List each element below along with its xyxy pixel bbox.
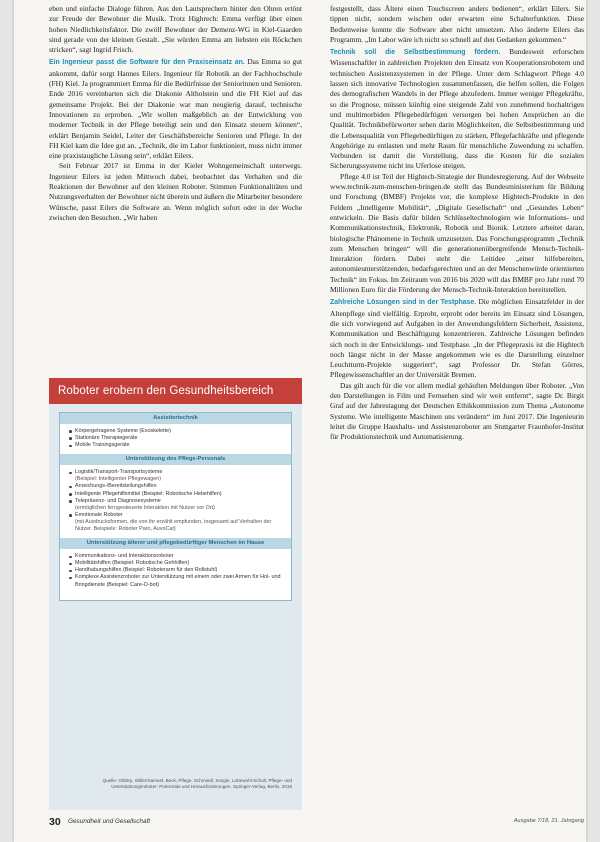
infobox-list-item [68,483,283,490]
right-paragraph-2-text: Bundesweit erforschen Wissenschaftler in zahlreichen Projekten den Einsatz von Kooperationsrobotern und technischen Assistenzsystemen in der Pflege. Unter dem Schlagwort Pflege 4.0 lassen sich innovative Technologien zusammenfassen, die helfen sollen, die Folgen des demografischen Wandels in der Pflege abzufedern. Immer weniger Pflegekräfte, so die Prognose, müssen künftig eine steigende Zahl von zunehmend hochaltrigen und multimorbiden Pflegebedürftigen versorgen bei hohen Ansprüchen an die Qualität. Technikbefürworter sehen darin Möglichkeiten, die Selbstbestimmung und die Lebensqualität von Pflegebedürftigen zu stärken, Pflegefachkräfte und pflegende Angehörige zu entlasten und mehr Raum für menschliche Zuwendung zu schaffen. Verbunden ist damit die Vorstellung, dass die Kosten für die sozialen Sicherungssysteme nicht ins Uferlose steigen. [330,47,584,171]
right-paragraph-4-text: Die möglichen Einsatzfelder in der Altenpflege sind vielfältig. Erprobt, erprobt oder bereits im Einsatz sind Lösungen, die sich vorwiegend auf Aufgaben in der Anwendungsfeldern Sicherheit, Assistenz, Kommunikation und Beschäftigung konzentrieren. Zahlreiche Lösungen befinden sich noch in der Entwicklungs- und Testphase. „In der Pflegepraxis ist die Hightech noch längst nicht in der Masse angekommen wie es die Darstellung einzelner Leuchtturm-Projekte suggeriert“, sagt Professor Dr. Stefan Görres, Pflegewissenschaftler an der Universität Bremen. [330,297,584,380]
infobox-source-credit: Quelle: Oldörp, Willer/Samuel, Beck, Pflege, Schmiedl, Sezgin, Lebewohl-Schult, Pflege- und Unterstützungsroboter: Potenziale und Herausforderungen. Springer-Verlag, Berlin, 2019 [102,778,292,790]
subheading-software: Ein Ingenieur passt die Software für den Praxiseinsatz an. [49,59,245,67]
right-column [330,4,584,442]
infobox-band-pflegebeduerftige: Unterstützung älterer und pflegebedürftiger Menschen im Hause [60,538,291,549]
infobox-item-text: Logistik/Transport-Transportsysteme [75,469,163,476]
right-paragraph-5: Das gilt auch für die vor allem medial gehäuften Meldungen über Roboter. „Von den Darstellungen in Film und Fernsehen sind wir weit entfernt“, sagte Dr. Birgit Graf auf der Jahrestagung der Deutschen Ethikkommission zum Thema „Autonome Systeme. Wie intelligente Maschinen uns verändern“ im Juni 2017. Die Ingenieurin leitet die Gruppe Haushalts- und Assistenzroboter am Stuttgarter Fraunhofer-Institut für Produktionstechnik und Automatisierung. [330,380,584,442]
infobox-title: Roboter erobern den Gesundheitsbereich [49,378,302,404]
left-paragraph-2-text: Das Emma so gut ankommt, dafür sorgt Hannes Eilers. Ingenieur für Robotik an der Fachhochschule (FH) Kiel. Ja programmiert Emma für die Bedürfnisse der Seniorinnen und Senioren. Ende 2016 vereinbarten sich die Diakonie Altholstein und die FH Kiel auf das gemeinsame Projekt. Bei der Diakonie war man neugierig darauf, technische Innovationen zu erproben. „Wir wollen maßgeblich an der Entwicklung von moderner Technik in der Pflege beteiligt sein und den Einsatz steuern können“, erklärt Benjamin Seidel, Leiter der Geschäftsbereiche Senioren und Pflege. In der FH Kiel kam die Idee gut an. „Technik, die im Labor funktioniert, muss nicht immer eine praxistaugliche Lösung sein“, erklärt Eilers. [49,57,302,161]
infobox-list-item [68,491,283,498]
subheading-selbstbestimmung: Technik soll die Selbstbestimmung fördern. [330,49,501,57]
right-paragraph-4 [330,297,584,380]
left-paragraph-2 [49,57,302,161]
robot-infobox [49,378,302,810]
infobox-item-text: Komplexe Assistenzroboter zur Unterstützung mit einem oder zwei Armen für Hol- und Bringdienste (Beispiel: Care-O-bot) [75,574,281,588]
infobox-item-text: Telepräsenz- und Diagnosesysteme [75,497,161,504]
right-paragraph-3: Pflege 4.0 ist Teil der Hightech-Strategie der Bundesregierung. Auf der Webseite www.technik-zum-menschen-bringen.de stellt das Bundesministerium für Bildung und Forschung (BMBF) Projekte vor, die komplexe Hightech-Produkte in den Feldern „Intelligente Mobilität“, „Digitale Gesellschaft“ und „Gesundes Leben“ entwickeln. Die Basis dafür bilden Schlüsseltechnologien wie Informations- und Kommunikationstechnik, Elektronik, Robotik und Bionik. Letztere arbeitet daran, biologische Phänomene in Technik umzusetzen. Das Forschungsprogramm „Technik zum Menschen bringen“ will die generationenübergreifende Mensch-Technik-Interaktion fördern. Dabei steht die Leitidee „einer hilfebereiten, autonomieunterstützenden, bedarfsgerechten und an der Menschenwürde orientierten Technik“ im Fokus. Im Zeitraum von 2016 bis 2020 will das BMBF pro Jahr rund 70 Millionen Euro für die Förderung der Mensch-Technik-Interaktion bereitstellen. [330,171,584,295]
left-paragraph-3: Seit Februar 2017 ist Emma in der Kieler Wohngemeinschaft unterwegs. Ingenieur Eilers ist jeden Mittwoch dabei, beobachtet das Verhalten und die Reaktionen der Bewohner auf den kleinen Roboter. Stimmen Funktionalitäten und Nutzungsverhalten der Bewohner nicht überein und äußern die Mitarbeiter besondere Wünsche, passt Eilers die Software an. Wenn möglich sofort oder in der Woche zwischen den Besuchen. „Wir haben [49,161,302,222]
infobox-item-text: Anreichungs-/Bereitstellungshilfen [75,483,157,490]
section-name: Gesundheit und Gesellschaft [68,818,151,825]
infobox-list-item [68,442,283,449]
infobox-item-text: Kommunikations- und Interaktionsroboter [75,553,174,560]
infobox-item-subtext: (ermöglichen ferngesteuerte Interaktion mit Nutzer vor Ort) [75,504,215,511]
infobox-item-text: Stationäre Therapiegeräte [75,435,138,442]
infobox-item-text: Handhabungshilfen (Beispiel: Roboterarm für den Rollstuhl) [75,567,218,574]
page-footer [49,816,584,828]
infobox-list-item [68,469,283,483]
page-number: 30 [49,816,61,828]
infobox-item-text: Mobilitätshilfen (Beispiel: Robotische Gehhilfen) [75,560,190,567]
infobox-item-text: Intelligente Pflegehilfsmittel (Beispiel: Robotische Hebehilfen) [75,490,222,497]
infobox-band-pflege-personal: Unterstützung des Pflege-Personals [60,454,291,465]
infobox-band-assistiertechnik: Assistiertechnik [60,413,291,424]
infobox-list-item [68,553,283,560]
infobox-list-item [68,428,283,435]
issue-info: Ausgabe 7/18, 21. Jahrgang [513,818,584,824]
infobox-list-item [68,435,283,442]
infobox-item-subtext: (Beispiel: Intelligenter Pflegewagen) [75,476,162,483]
left-paragraph-1: eben und einfache Dialoge führen. Aus den Lautsprechern hinter den Ohren ertönt zur Freude der Bewohner die Musik. Trotz Highrech: Emma verfügt über einen hohen Niedlichkeitsfaktor. Die zwölf Bewohner der Demenz-WG in Kiel-Gaarden sind gerade von der kleinen Gestalt. „Sie würden Emma am liebsten ein Röckchen stricken“, sagt Ingrid Frisch. [49,4,302,55]
left-column [49,4,302,223]
magazine-page [14,0,586,842]
infobox-table [59,412,292,601]
subheading-testphase: Zahlreiche Lösungen sind in der Testphase. [330,299,477,307]
infobox-list-item [68,567,283,574]
infobox-list-assistiertechnik [60,424,291,454]
infobox-list-item [68,574,283,588]
infobox-item-text: Mobile Trainingsgeräte [75,442,130,449]
infobox-item-subtext: (mit Ausdrucksformen, die von ihr erzählt empfunden, insgesamt auf Verhalten der Nutzer. Beispiele: Roboter Paro, AuvoCat) [75,518,272,533]
infobox-item-text: Emotionale Roboter [75,511,123,518]
infobox-list-item [68,560,283,567]
infobox-list-pflege-personal [60,465,291,538]
infobox-list-item [68,512,283,533]
right-paragraph-1: festgestellt, dass Ältere einen Touchscreen anders bedienen“, erklärt Eilers. Sie tippen nicht, sondern wischen oder erwarten eine Schalterfunktion. Diese Bedienweise konnte die Software aber nicht umsetzen. Also änderte Eilers das Programm. „Im Labor wäre ich nicht so schnell auf den Gedanken gekommen.“ [330,4,584,44]
right-paragraph-2 [330,47,584,172]
infobox-list-pflegebeduerftige [60,549,291,593]
infobox-list-item [68,498,283,512]
infobox-item-text: Körpergetragene Systeme (Exoskelette) [75,428,171,434]
